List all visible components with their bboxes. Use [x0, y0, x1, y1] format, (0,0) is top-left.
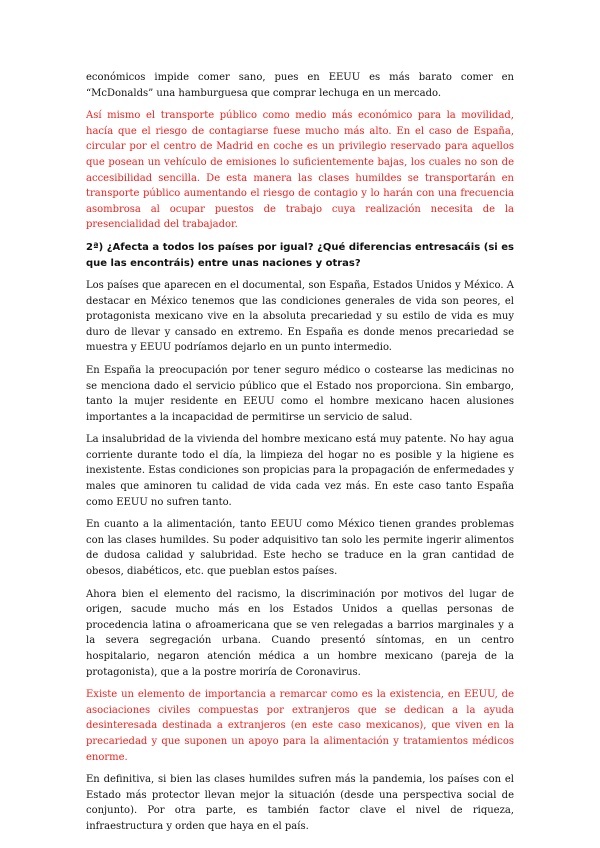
question-heading: 2ª) ¿Afecta a todos los países por igual? ¿Qué diferencias entresacáis (si es que las encontráis) entre unas naciones y otras?	[86, 241, 514, 269]
paragraph-racism: Ahora bien el elemento del racismo, la discriminación por motivos del lugar de origen, sacude mucho más en los Estados Unidos a quellas personas de procedencia latina o afroamericana que se ven relegadas a barrios marginales y a la severa segregación urbana. Cuando presentó síntomas, en un centro hospitalario, negaron atención médica a un hombre mexicano (pareja de la protagonista), que a la postre moriría de Coronavirus.	[86, 588, 514, 678]
paragraph-food-cost: económicos impide comer sano, pues en EEUU es más barato comer en “McDonalds” una hamburguesa que comprar lechuga en un mercado.	[86, 72, 514, 99]
paragraph-public-transport: Así mismo el transporte público como medio más económico para la movilidad, hacía que el riesgo de contagiarse fuese mucho más alto. En el caso de España, circular por el centro de Madrid en coche es un privilegio reservado para aquellos que posean un vehículo de emisiones lo suficientemente bajas, los cuales no son de accesibilidad sencilla. De esta manera las clases humildes se transportarán en transporte público aumentando el riesgo de contagio y lo harán con una frecuencia asombrosa al ocupar puestos de trabajo cuya realización necesita de la presencialidad del trabajador.	[86, 110, 514, 231]
document-body	[86, 70, 514, 842]
paragraph-housing: La insalubridad de la vivienda del hombre mexicano está muy patente. No hay agua corriente durante todo el día, la limpieza del hogar no es posible y la higiene es inexistente. Estas condiciones son propicias para la propagación de enfermedades y males que aminoren tu calidad de vida cada vez más. En este caso tanto España como EEUU no sufren tanto.	[86, 434, 515, 508]
paragraph-countries: Los países que aparecen en el documental, son España, Estados Unidos y México. A destacar en México tenemos que las condiciones generales de vida son peores, el protagonista mexicano vive en la absoluta precariedad y su estilo de vida es muy duro de llevar y cansado en extremo. En España es donde menos precariedad se muestra y EEUU podríamos dejarlo en un punto intermedio.	[86, 279, 514, 354]
paragraph-nutrition: En cuanto a la alimentación, tanto EEUU como México tienen grandes problemas con las clases humildes. Su poder adquisitivo tan solo les permite ingerir alimentos de dudosa calidad y salubridad. Este hecho se traduce en la gran cantidad de obesos, diabéticos, etc. que pueblan estos países.	[86, 519, 514, 578]
paragraph-health-insurance: En España la preocupación por tener seguro médico o costearse las medicinas no se menciona dado el servicio público que el Estado nos proporciona. Sin embargo, tanto la mujer residente en EEUU como el hombre mexicano hacen alusiones importantes a la incapacidad de permitirse un servicio de salud.	[86, 364, 514, 423]
paragraph-civil-associations: Existe un elemento de importancia a remarcar como es la existencia, en EEUU, de asociaciones civiles compuestas por extranjeros que se dedican a la ayuda desinteresada destinada a extranjeros (en este caso mexicanos), que viven en la precariedad y que suponen un apoyo para la alimentación y tratamientos médicos enorme.	[86, 689, 514, 763]
paragraph-conclusion: En definitiva, si bien las clases humildes sufren más la pandemia, los países con el Estado más protector llevan mejor la situación (desde una perspectiva social de conjunto). Por otra parte, es también factor clave el nivel de riqueza, infraestructura y orden que haya en el país.	[86, 774, 514, 832]
